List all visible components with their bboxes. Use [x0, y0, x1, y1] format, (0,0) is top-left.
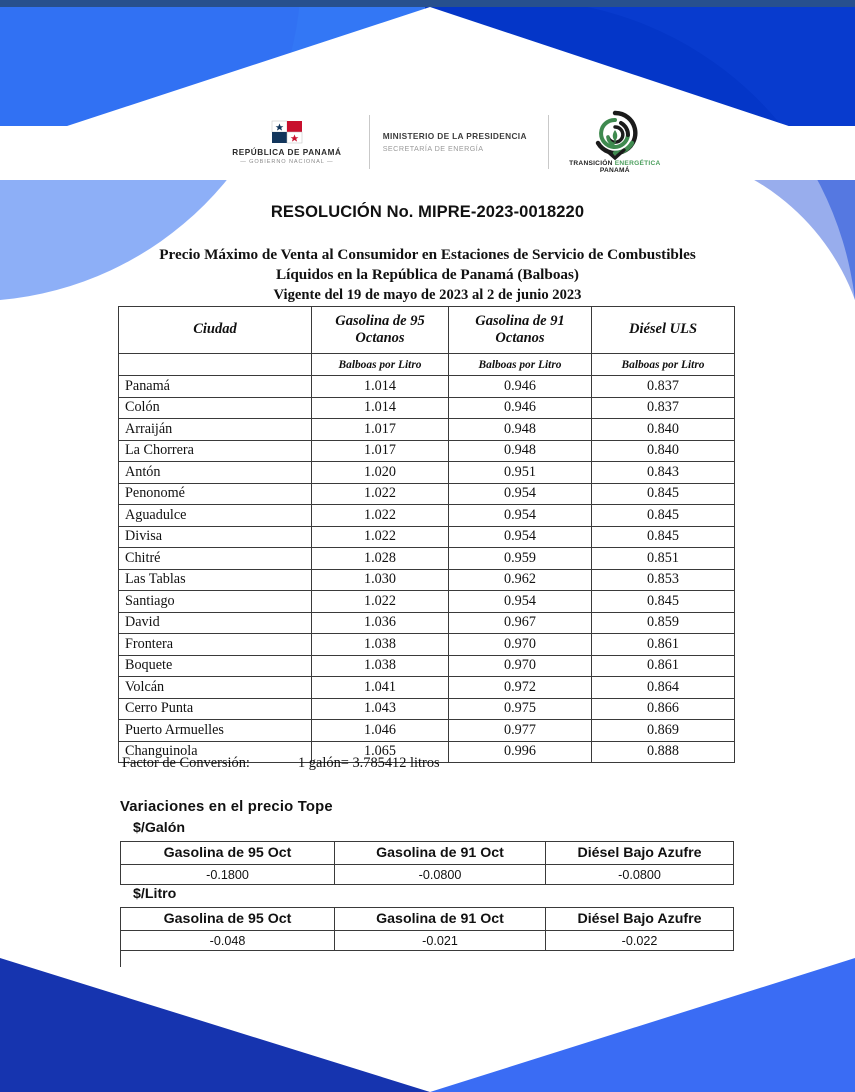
cell-diesel: 0.888: [592, 741, 735, 763]
cell-gasolina-91: 0.954: [449, 483, 592, 505]
header-diesel-uls: Diésel ULS: [592, 307, 735, 354]
table-row: [119, 720, 735, 742]
logo-republica-de-panama: [218, 119, 356, 165]
logo-divider-2: [548, 115, 549, 169]
litro-header-row: [121, 908, 734, 931]
transicion-word1: TRANSICIÓN: [569, 159, 613, 167]
header-gasolina-95: [312, 307, 449, 354]
cell-gasolina-95: 1.030: [312, 569, 449, 591]
cell-city: Santiago: [119, 591, 312, 613]
litro-value-g91: -0.021: [335, 931, 546, 951]
cell-diesel: 0.859: [592, 612, 735, 634]
litro-value-row: [121, 931, 734, 951]
panama-flag-emblem-icon: [266, 119, 308, 145]
table-row: [119, 612, 735, 634]
table-row: [119, 655, 735, 677]
logo-panama-line1: REPÚBLICA DE PANAMÁ: [232, 148, 342, 157]
litro-value-g95: -0.048: [121, 931, 335, 951]
galon-value-g91: -0.0800: [335, 865, 546, 885]
cell-diesel: 0.845: [592, 483, 735, 505]
litro-header-g95: Gasolina de 95 Oct: [121, 908, 335, 931]
ministerio-line1: MINISTERIO DE LA PRESIDENCIA: [382, 131, 527, 141]
cell-city: Penonomé: [119, 483, 312, 505]
variations-title: Variaciones en el precio Tope: [120, 799, 333, 815]
transicion-word2: ENERGÉTICA: [614, 159, 661, 167]
cell-gasolina-95: 1.038: [312, 634, 449, 656]
transicion-wordmark: [569, 161, 660, 175]
header-g91-line2: Octanos: [495, 330, 545, 346]
unit-g91: Balboas por Litro: [449, 354, 592, 376]
cell-city: Volcán: [119, 677, 312, 699]
table-row: [119, 483, 735, 505]
subtitle-line2: Líquidos en la República de Panamá (Balboas): [276, 266, 579, 284]
cell-diesel: 0.845: [592, 591, 735, 613]
cell-city: Changuinola: [119, 741, 312, 763]
galon-value-g95: -0.1800: [121, 865, 335, 885]
price-table-body: [119, 354, 735, 763]
unit-g95: Balboas por Litro: [312, 354, 449, 376]
cell-diesel: 0.861: [592, 634, 735, 656]
subtitle-line1: Precio Máximo de Venta al Consumidor en Estaciones de Servicio de Combustibles: [159, 246, 696, 263]
table-row: [119, 698, 735, 720]
cell-gasolina-91: 0.977: [449, 720, 592, 742]
cell-diesel: 0.845: [592, 505, 735, 527]
document-subtitle: [0, 245, 855, 305]
cell-diesel: 0.837: [592, 376, 735, 398]
cell-gasolina-95: 1.043: [312, 698, 449, 720]
cell-diesel: 0.840: [592, 440, 735, 462]
cell-diesel: 0.853: [592, 569, 735, 591]
galon-header-row: [121, 842, 734, 865]
cell-gasolina-95: 1.014: [312, 397, 449, 419]
table-unit-row: [119, 354, 735, 376]
table-row: [119, 677, 735, 699]
cell-gasolina-91: 0.972: [449, 677, 592, 699]
cell-city: Antón: [119, 462, 312, 484]
cell-gasolina-91: 0.954: [449, 505, 592, 527]
conversion-factor-value: 1 galón= 3.785412 litros: [298, 755, 440, 771]
cell-city: Boquete: [119, 655, 312, 677]
header-g95-line1: Gasolina de 95: [335, 312, 425, 329]
galon-value-diesel: -0.0800: [546, 865, 734, 885]
galon-header-g91: Gasolina de 91 Oct: [335, 842, 546, 865]
cell-gasolina-95: 1.022: [312, 505, 449, 527]
variations-table-litro: [120, 907, 734, 951]
cell-gasolina-91: 0.959: [449, 548, 592, 570]
header-g95-line2: Octanos: [355, 330, 405, 346]
cell-city: Frontera: [119, 634, 312, 656]
table-row: [119, 634, 735, 656]
cell-gasolina-91: 0.970: [449, 655, 592, 677]
table-row: [119, 591, 735, 613]
cell-gasolina-91: 0.954: [449, 526, 592, 548]
cell-diesel: 0.851: [592, 548, 735, 570]
cell-gasolina-95: 1.065: [312, 741, 449, 763]
table-row: [119, 419, 735, 441]
cell-city: Cerro Punta: [119, 698, 312, 720]
cell-city: David: [119, 612, 312, 634]
table-row: [119, 376, 735, 398]
cell-gasolina-95: 1.036: [312, 612, 449, 634]
conversion-factor: [122, 755, 440, 772]
logo-panama-line2: — GOBIERNO NACIONAL —: [240, 159, 334, 165]
header-ciudad: Ciudad: [119, 307, 312, 354]
header-logos: [218, 104, 668, 180]
cell-city: Panamá: [119, 376, 312, 398]
variations-unit-litro: $/Litro: [133, 886, 177, 902]
galon-value-row: [121, 865, 734, 885]
table-row: [119, 569, 735, 591]
table-row: [119, 548, 735, 570]
energy-spiral-icon: [588, 110, 642, 160]
cell-gasolina-95: 1.022: [312, 591, 449, 613]
litro-header-g91: Gasolina de 91 Oct: [335, 908, 546, 931]
cell-diesel: 0.840: [592, 419, 735, 441]
table-row: [119, 440, 735, 462]
cell-gasolina-91: 0.954: [449, 591, 592, 613]
litro-header-diesel: Diésel Bajo Azufre: [546, 908, 734, 931]
galon-header-g95: Gasolina de 95 Oct: [121, 842, 335, 865]
cell-city: Aguadulce: [119, 505, 312, 527]
unit-ciudad: [119, 354, 312, 376]
cell-gasolina-95: 1.041: [312, 677, 449, 699]
logo-ministerio-presidencia: [383, 131, 535, 153]
cell-diesel: 0.861: [592, 655, 735, 677]
cell-gasolina-91: 0.946: [449, 376, 592, 398]
cell-city: Chitré: [119, 548, 312, 570]
logo-divider-1: [369, 115, 370, 169]
ministerio-line2: SECRETARÍA DE ENERGÍA: [382, 144, 484, 153]
cell-gasolina-91: 0.996: [449, 741, 592, 763]
galon-header-diesel: Diésel Bajo Azufre: [546, 842, 734, 865]
cell-diesel: 0.866: [592, 698, 735, 720]
cell-gasolina-95: 1.038: [312, 655, 449, 677]
cell-gasolina-91: 0.962: [449, 569, 592, 591]
trailing-rule: [120, 945, 121, 967]
cell-gasolina-91: 0.975: [449, 698, 592, 720]
cell-gasolina-91: 0.948: [449, 440, 592, 462]
cell-gasolina-95: 1.017: [312, 419, 449, 441]
cell-gasolina-95: 1.014: [312, 376, 449, 398]
cell-gasolina-95: 1.028: [312, 548, 449, 570]
logo-transicion-energetica: [562, 110, 668, 175]
cell-diesel: 0.845: [592, 526, 735, 548]
resolution-number: RESOLUCIÓN No. MIPRE-2023-0018220: [270, 203, 585, 221]
transicion-line2: PANAMÁ: [599, 166, 630, 174]
cell-gasolina-91: 0.946: [449, 397, 592, 419]
litro-value-diesel: -0.022: [546, 931, 734, 951]
table-row: [119, 526, 735, 548]
header-gasolina-91: [449, 307, 592, 354]
cell-gasolina-91: 0.970: [449, 634, 592, 656]
table-row: [119, 505, 735, 527]
cell-gasolina-91: 0.967: [449, 612, 592, 634]
fuel-price-table: [118, 306, 735, 763]
cell-diesel: 0.837: [592, 397, 735, 419]
cell-gasolina-95: 1.020: [312, 462, 449, 484]
cell-city: Arraiján: [119, 419, 312, 441]
validity-period: Vigente del 19 de mayo de 2023 al 2 de junio 2023: [273, 287, 582, 304]
cell-city: La Chorrera: [119, 440, 312, 462]
conversion-factor-label: Factor de Conversión:: [122, 755, 250, 771]
cell-gasolina-95: 1.017: [312, 440, 449, 462]
cell-gasolina-91: 0.951: [449, 462, 592, 484]
cell-gasolina-91: 0.948: [449, 419, 592, 441]
cell-city: Puerto Armuelles: [119, 720, 312, 742]
cell-diesel: 0.869: [592, 720, 735, 742]
cell-city: Divisa: [119, 526, 312, 548]
cell-gasolina-95: 1.022: [312, 483, 449, 505]
header-g91-line1: Gasolina de 91: [475, 312, 565, 329]
cell-gasolina-95: 1.046: [312, 720, 449, 742]
cell-diesel: 0.864: [592, 677, 735, 699]
variations-table-galon: [120, 841, 734, 885]
unit-diesel: Balboas por Litro: [592, 354, 735, 376]
cell-diesel: 0.843: [592, 462, 735, 484]
cell-city: Colón: [119, 397, 312, 419]
variations-unit-galon: $/Galón: [133, 820, 186, 836]
table-row: [119, 462, 735, 484]
table-row: [119, 397, 735, 419]
cell-gasolina-95: 1.022: [312, 526, 449, 548]
table-header-row: [119, 307, 735, 354]
cell-city: Las Tablas: [119, 569, 312, 591]
